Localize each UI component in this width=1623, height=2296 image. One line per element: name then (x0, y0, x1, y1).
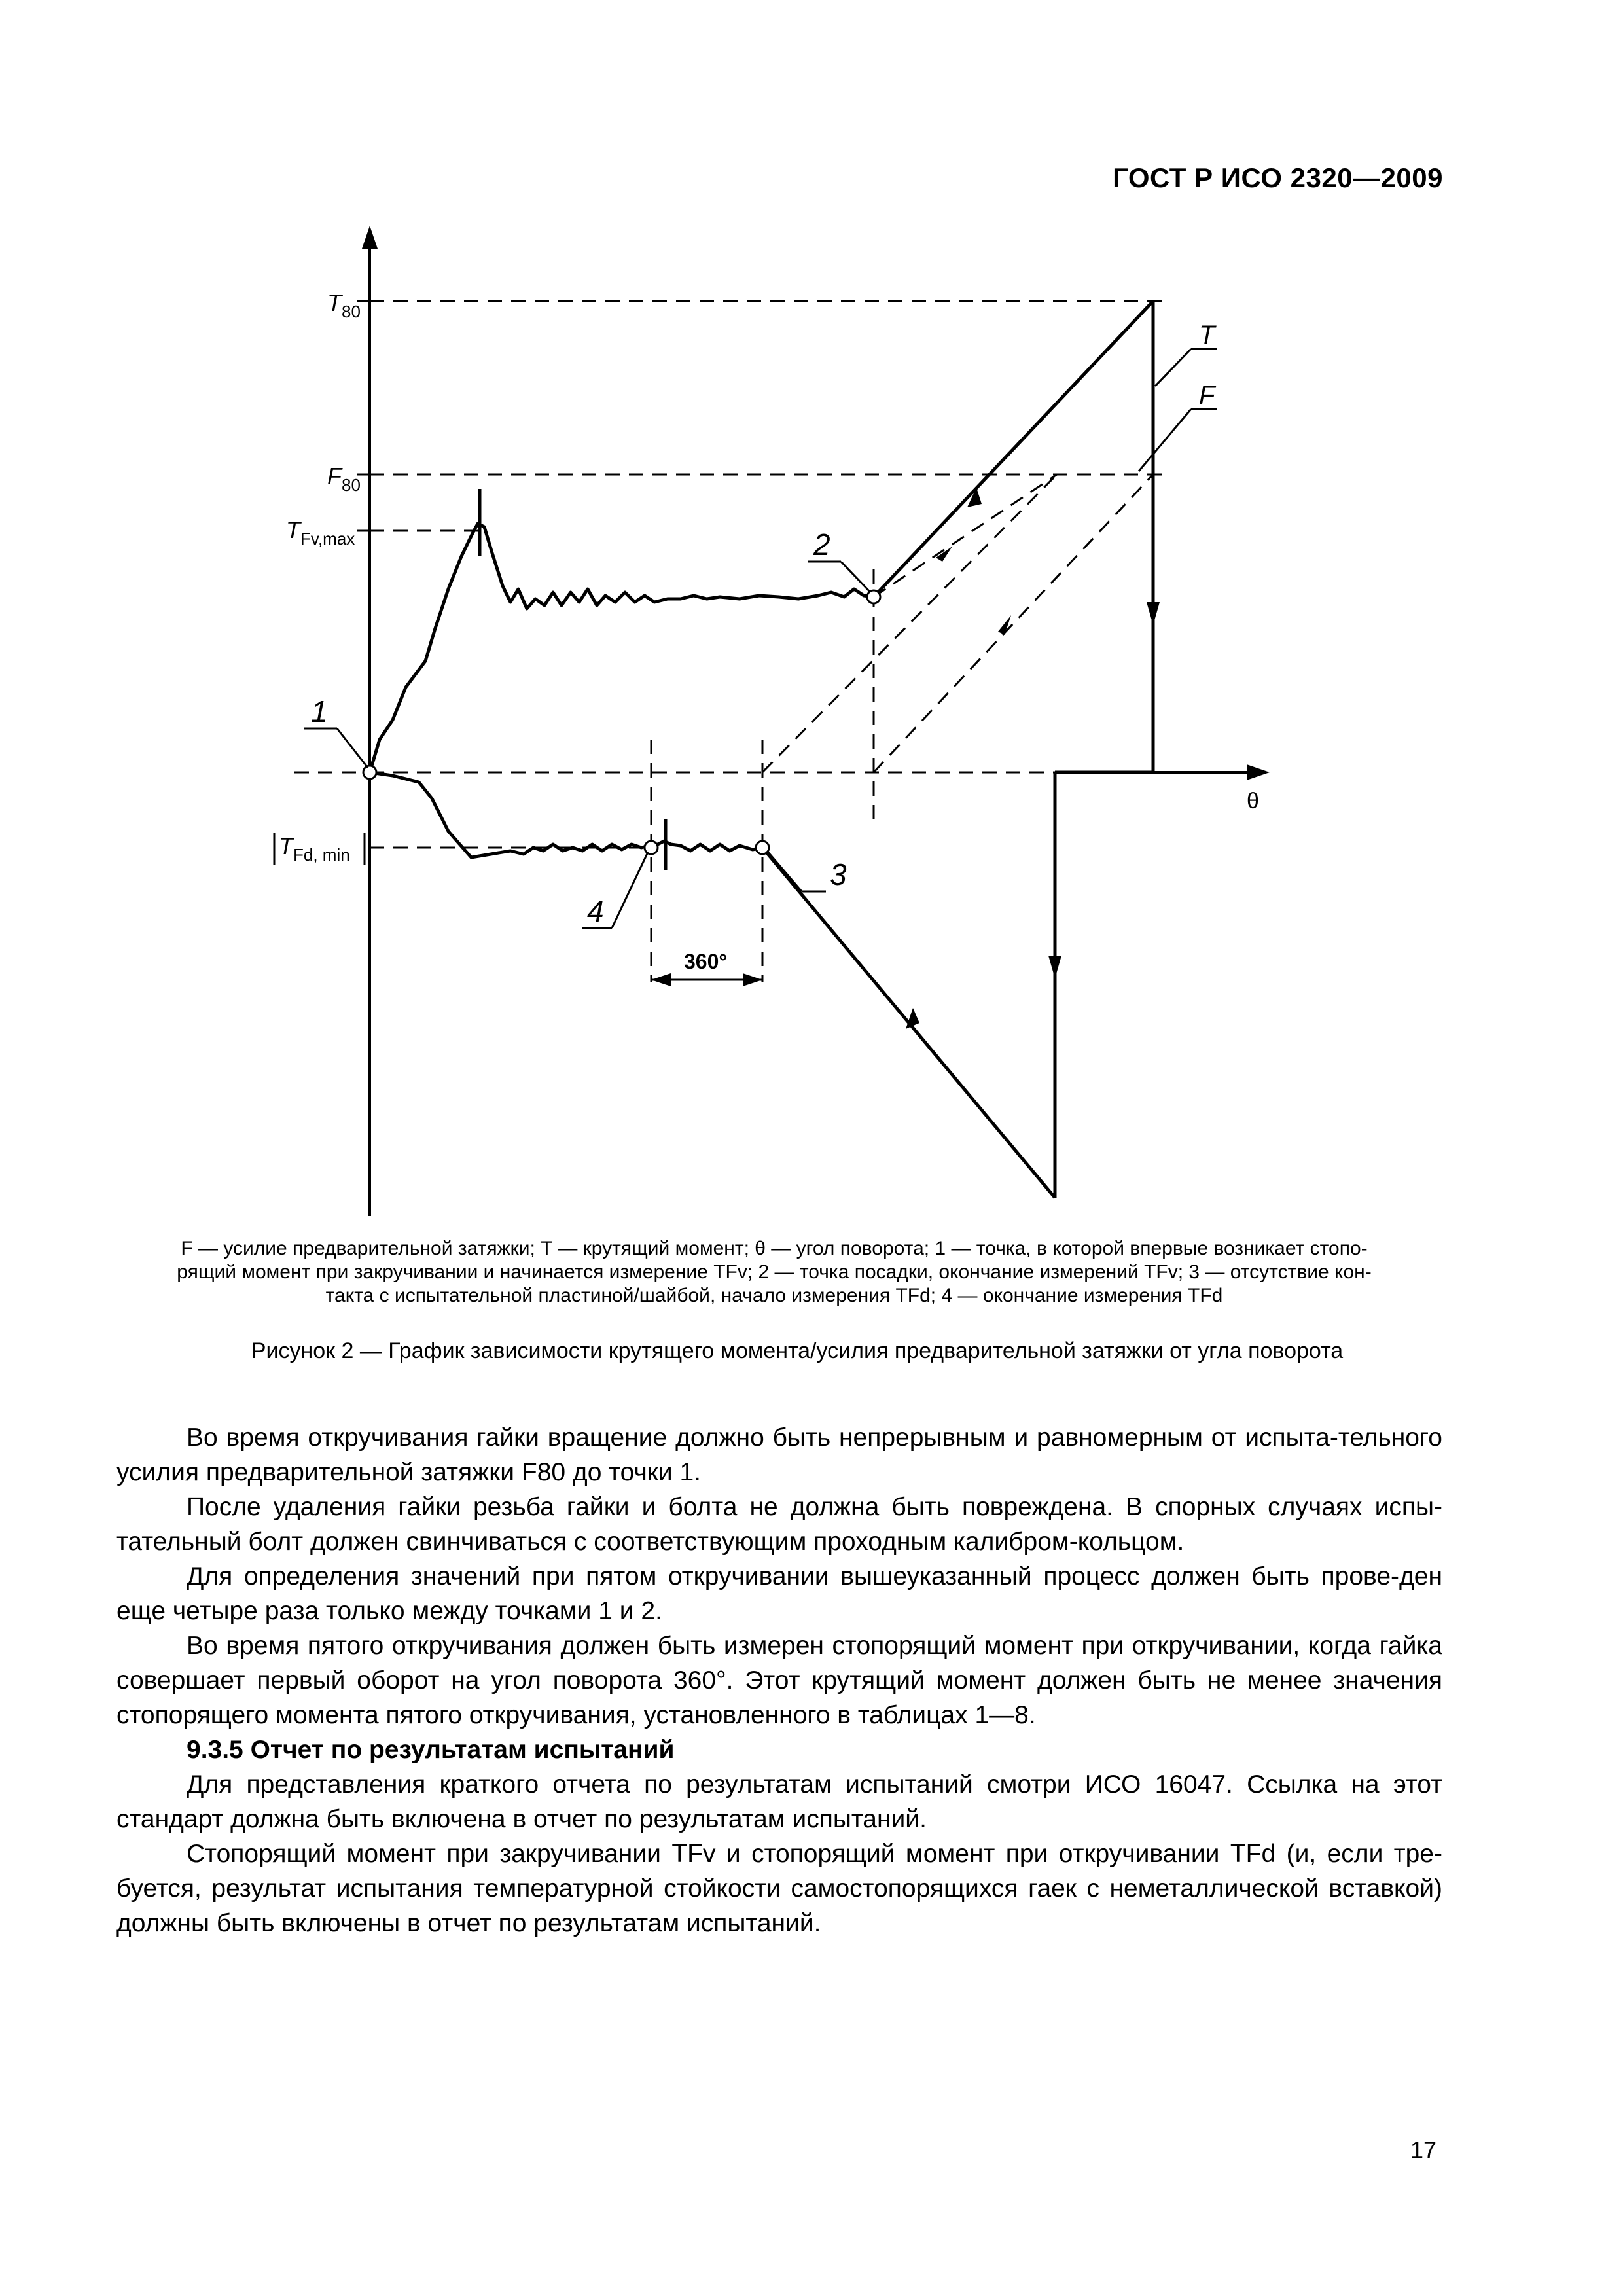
t-line-up (874, 301, 1153, 597)
figure-caption: Рисунок 2 — График зависимости крутящего момента/усилия предварительной затяжки от угла поворота (251, 1338, 1344, 1363)
dimension-label: 360° (684, 950, 728, 973)
point-label-1: 1 (311, 694, 328, 728)
point-label-4: 4 (587, 894, 604, 928)
legend-line-3: такта с испытательной пластиной/шайбой, начало измерения TFd; 4 — окончание измерения TFd (325, 1285, 1223, 1306)
label-f80: $F_{80}$ (327, 463, 361, 495)
paragraph-3: Для определения значений при пятом откручивании вышеуказанный процесс должен быть прове-ден еще четыре раза только между точками 1 и 2. (116, 1562, 1442, 1625)
f-dashed-1 (874, 475, 1057, 597)
loosening-curve (370, 772, 762, 857)
point-label-2: 2 (813, 528, 830, 562)
label-t80: $T_{80}$ (327, 289, 361, 321)
paragraph-6: Стопорящий момент при закручивании TFv и стопорящий момент при откручивании TFd (и, если тре-буется, результат испытания температурной стойкости самостопорящихся гаек с неметаллической вставкой) должны быть включены в отчет по результатам испытаний. (116, 1840, 1442, 1937)
y-axis-arrow (362, 226, 378, 249)
label-tfdmin: $T_{Fd, min}$ (279, 833, 350, 865)
point-1 (363, 766, 376, 779)
body-text (116, 1420, 1442, 1941)
page-number: 17 (1410, 2136, 1436, 2163)
legend-line-2: рящий момент при закручивании и начинается измерение TFv; 2 — точка посадки, окончание измерений TFv; 3 — отсутствие кон- (177, 1261, 1372, 1283)
x-axis-label: θ (1247, 789, 1259, 814)
paragraph-4: Во время пятого откручивания должен быть измерен стопорящий момент при откручивании, когда гайка совершает первый оборот на угол поворота 360°. Этот крутящий момент должен быть не менее значения стопорящего момента пятого откручивания, установленного в таблицах 1—8. (116, 1632, 1442, 1729)
section-heading: 9.3.5 Отчет по результатам испытаний (187, 1736, 675, 1764)
point-label-3: 3 (830, 857, 847, 891)
label-tfvmax: $T_{Fv,max}$ (286, 516, 355, 548)
curve-label-t: T (1199, 321, 1215, 350)
figure-legend (116, 1237, 1432, 1308)
curve-label-f: F (1199, 381, 1215, 410)
document-number: ГОСТ Р ИСО 2320—2009 (1113, 162, 1443, 193)
f-dashed-2 (762, 475, 1057, 772)
x-axis-arrow (1247, 764, 1270, 780)
legend-line-1: F — усилие предварительной затяжки; T — крутящий момент; θ — угол поворота; 1 — точка, в которой впервые возникает стопо- (181, 1238, 1368, 1259)
point-4 (645, 841, 658, 854)
paragraph-5: Для представления краткого отчета по результатам испытаний смотри ИСО 16047. Ссылка на этот стандарт должна быть включена в отчет по результатам испытаний. (116, 1770, 1442, 1833)
torque-angle-diagram (0, 216, 1623, 1237)
paragraph-2: После удаления гайки резьба гайки и болта не должна быть повреждена. В спорных случаях испы-тательный болт должен свинчиваться с соответствующим проходным калибром-кольцом. (116, 1493, 1442, 1556)
paragraph-1: Во время откручивания гайки вращение должно быть непрерывным и равномерным от испыта-тельного усилия предварительной затяжки F80 до точки 1. (116, 1424, 1442, 1486)
